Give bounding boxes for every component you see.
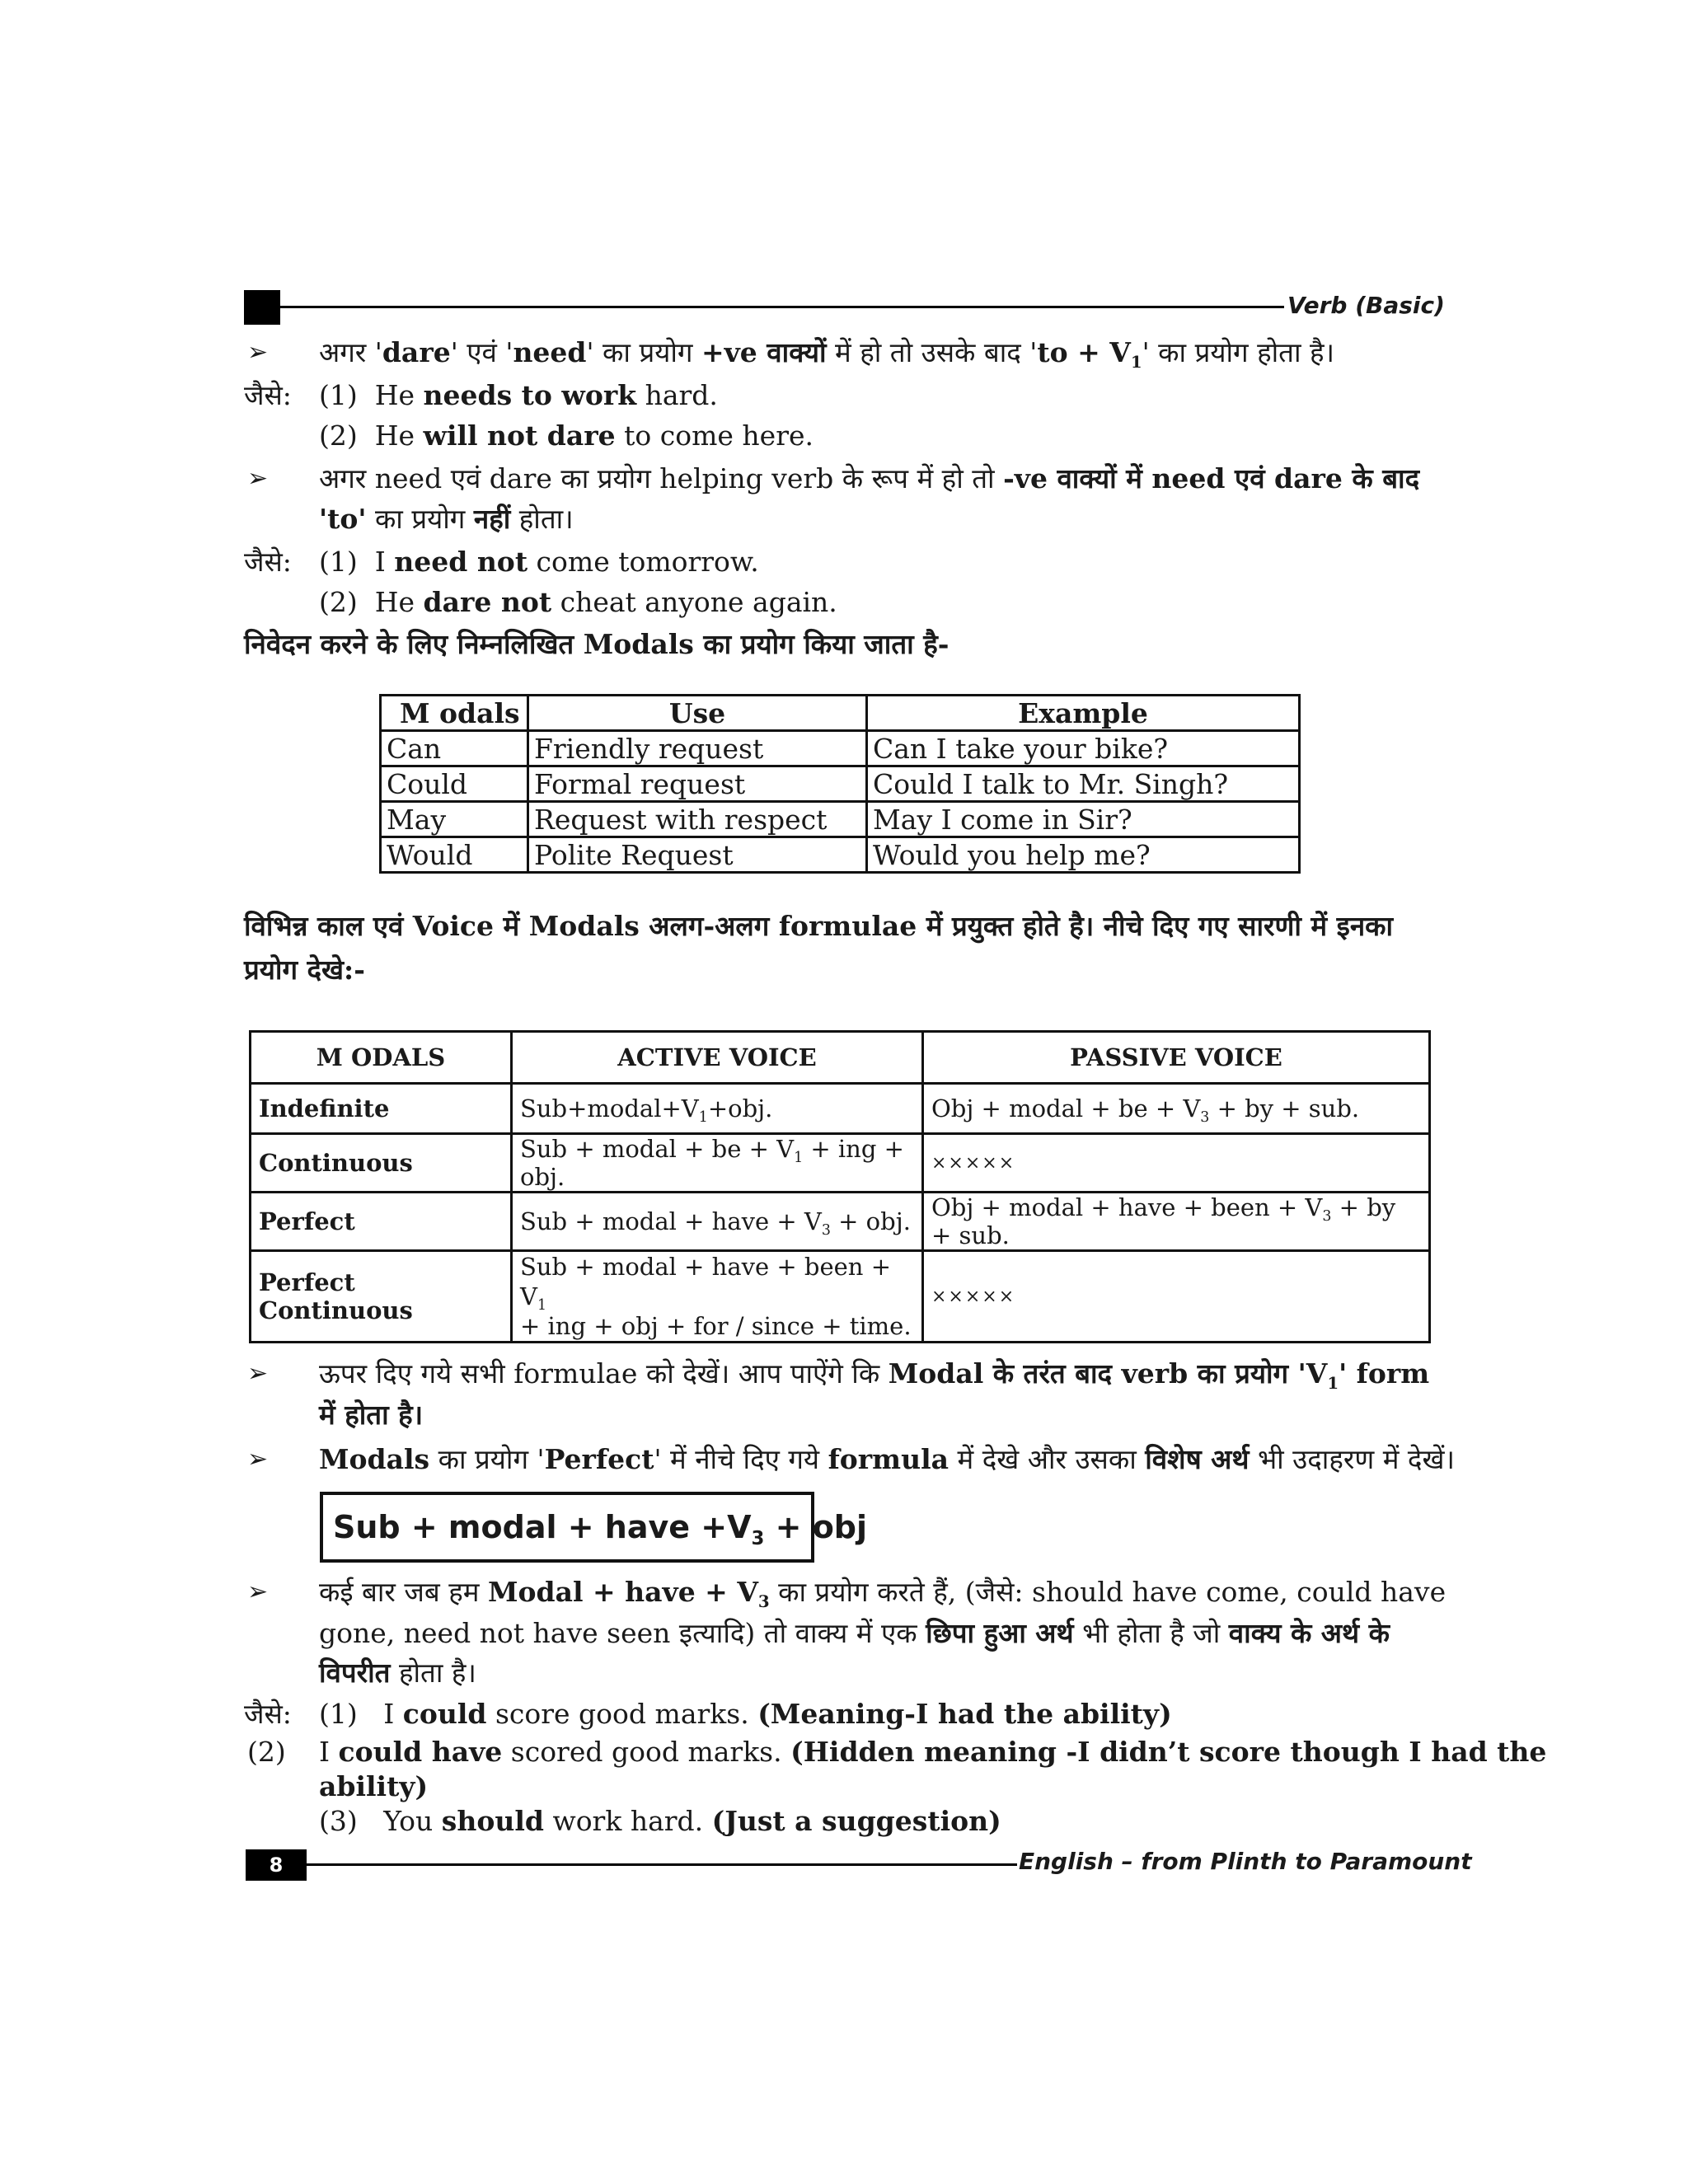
running-header-title: Verb (Basic) <box>1287 292 1445 319</box>
table-row <box>381 802 1300 837</box>
passive-voice-cell: Obj + modal + be + $V_3$ + by + sub. <box>923 1084 1430 1134</box>
bullet-arrow-icon: ➢ <box>247 1445 269 1474</box>
table-row-label: Perfect <box>251 1193 512 1251</box>
footer-rule <box>307 1863 1017 1866</box>
table-row-label: Continuous <box>251 1134 512 1193</box>
example-2-number: (2) <box>247 1736 286 1768</box>
table-cell: Would you help me? <box>867 837 1300 873</box>
table-header-cell: M ODALS <box>251 1032 512 1084</box>
voice-modals-intro: विभिन्न काल एवं Voice में Modals अलग-अलग formulae में प्रयुक्त होते है। नीचे दिए गए सारणी में इनका <box>244 910 1394 942</box>
example-2: (2) He will not dare to come here. <box>319 419 814 452</box>
example-1: (1) I need not come tomorrow. <box>319 546 759 578</box>
passive-voice-cell: ××××× <box>923 1134 1430 1193</box>
table-cell: Polite Request <box>528 837 867 873</box>
table-row <box>381 731 1300 766</box>
example-2: I could have scored good marks. (Hidden meaning -I didn’t score though I had the <box>319 1736 1547 1768</box>
table-cell: Would <box>381 837 528 873</box>
example-label: जैसे: <box>244 1698 292 1730</box>
table-cell: Friendly request <box>528 731 867 766</box>
table-header-cell: Example <box>867 696 1300 731</box>
table-cell: Could I talk to Mr. Singh? <box>867 766 1300 802</box>
example-1: (1) He needs to work hard. <box>319 379 718 411</box>
table-row <box>251 1193 1430 1251</box>
example-label: जैसे: <box>244 379 292 411</box>
v1-form-note-cont: में होता है। <box>319 1399 424 1431</box>
rule-dare-need-positive: अगर 'dare' एवं 'need' का प्रयोग +ve वाक्यों में हो तो उसके बाद 'to + $V_1'$ का प्रयोग होता है। <box>319 336 1335 372</box>
table-header-cell: ACTIVE VOICE <box>512 1032 923 1084</box>
header-rule <box>280 306 1284 308</box>
perfect-formula-box: Sub + modal + have $+V_3$ + obj <box>320 1492 814 1563</box>
active-voice-cell: Sub + modal + be + $V_1$ + ing + obj. <box>512 1134 923 1193</box>
table-row <box>251 1084 1430 1134</box>
bullet-arrow-icon: ➢ <box>247 1359 269 1388</box>
request-modals-table <box>379 694 1301 874</box>
bullet-arrow-icon: ➢ <box>247 464 269 493</box>
hidden-meaning-note-end: विपरीत होता है। <box>319 1657 476 1689</box>
example-2: (2) He dare not cheat anyone again. <box>319 586 837 618</box>
table-row <box>251 1251 1430 1343</box>
table-row <box>251 1134 1430 1193</box>
table-header-cell: PASSIVE VOICE <box>923 1032 1430 1084</box>
running-footer-title: English – from Plinth to Paramount <box>1019 1848 1472 1875</box>
passive-voice-cell: ××××× <box>923 1251 1430 1343</box>
table-header-cell: Use <box>528 696 867 731</box>
example-1: (1) I could score good marks. (Meaning-I had the ability) <box>319 1698 1172 1730</box>
table-cell: Could <box>381 766 528 802</box>
table-cell: Can I take your bike? <box>867 731 1300 766</box>
active-voice-cell: Sub + modal + have + been + $V_1$ + ing + obj + for / since + time. <box>512 1251 923 1343</box>
hidden-meaning-note: कई बार जब हम Modal + have + $V_3$ का प्रयोग करते हैं, (जैसे: should have come, could have <box>319 1576 1447 1611</box>
table-row <box>381 766 1300 802</box>
example-label: जैसे: <box>244 546 292 578</box>
passive-voice-cell: Obj + modal + have + been + $V_3$ + by + sub. <box>923 1193 1430 1251</box>
table-row <box>381 837 1300 873</box>
hidden-meaning-note-cont: gone, need not have seen इत्यादि) तो वाक्य में एक छिपा हुआ अर्थ भी होता है जो वाक्य के अर्थ के <box>319 1617 1390 1649</box>
header-marker-block <box>244 290 280 325</box>
active-voice-cell: $Sub+modal+V_1+obj$. <box>512 1084 923 1134</box>
rule-need-dare-helping-verb-cont: 'to' का प्रयोग नहीं होता। <box>319 503 574 535</box>
request-modals-heading: निवेदन करने के लिए निम्नलिखित Modals का प्रयोग किया जाता है- <box>244 628 950 660</box>
table-cell: Can <box>381 731 528 766</box>
bullet-arrow-icon: ➢ <box>247 338 269 367</box>
table-header-row <box>381 696 1300 731</box>
active-voice-cell: Sub + modal + have + $V_3$ + obj. <box>512 1193 923 1251</box>
table-header-row <box>251 1032 1430 1084</box>
table-cell: May <box>381 802 528 837</box>
example-3: (3) You should work hard. (Just a suggestion) <box>319 1805 1001 1837</box>
table-row-label: Perfect Continuous <box>251 1251 512 1343</box>
voice-modals-intro-cont: प्रयोग देखे:- <box>244 954 365 986</box>
table-header-cell: M odals <box>381 696 528 731</box>
modals-voice-table <box>249 1030 1431 1343</box>
table-row-label: Indefinite <box>251 1084 512 1134</box>
v1-form-note: ऊपर दिए गये सभी formulae को देखें। आप पाऐंगे कि Modal के तरंत बाद verb का प्रयोग '$V_1$' form <box>319 1357 1430 1393</box>
example-2-cont: ability) <box>319 1770 429 1802</box>
rule-need-dare-helping-verb: अगर need एवं dare का प्रयोग helping verb के रूप में हो तो -ve वाक्यों में need एवं dare के बाद <box>319 462 1420 494</box>
page-number: 8 <box>246 1849 307 1881</box>
table-cell: Request with respect <box>528 802 867 837</box>
table-cell: Formal request <box>528 766 867 802</box>
table-cell: May I come in Sir? <box>867 802 1300 837</box>
bullet-arrow-icon: ➢ <box>247 1577 269 1606</box>
perfect-modals-note: Modals का प्रयोग 'Perfect' में नीचे दिए गये formula में देखे और उसका विशेष अर्थ भी उदाहरण में देखें। <box>319 1443 1455 1475</box>
